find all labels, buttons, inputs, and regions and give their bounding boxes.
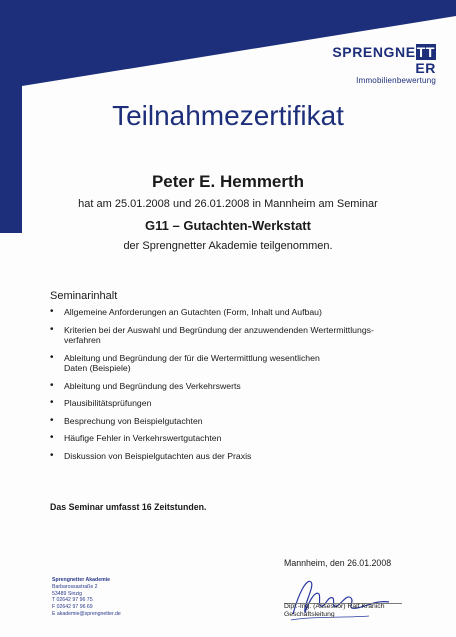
list-item: • Ableitung und Begründung der für die Wertermittlung wesentlichen Daten (Beispiele) [50, 353, 410, 374]
certificate-title: Teilnahmezertifikat [112, 100, 344, 131]
intro-line: hat am 25.01.2008 und 26.01.2008 in Mannheim am Seminar [78, 198, 378, 210]
place-date: Mannheim, den 26.01.2008 [284, 558, 392, 568]
seminar-duration: Das Seminar umfasst 16 Zeitstunden. [50, 502, 207, 512]
topic-list [50, 307, 410, 468]
footer-heading: Sprengnetter Akademie [52, 577, 111, 583]
signer-name: Dipl.-Ing. (Assessor) Ralf Kranich [284, 603, 385, 610]
list-item: • Plausibilitätsprüfungen [50, 398, 410, 409]
participant-name: Peter E. Hemmerth [151, 172, 305, 191]
list-item: • Besprechung von Beispielgutachten [50, 416, 410, 427]
footer-city: 53489 Sinzig [52, 590, 82, 597]
logo-wordmark: SPRENGNETTER [332, 44, 436, 76]
list-item: • Diskussion von Beispielgutachten aus der Praxis [50, 451, 410, 462]
list-item: • Ableitung und Begründung des Verkehrswerts [50, 381, 410, 392]
footer-phone: T 02642 97 96 75 [52, 597, 93, 604]
list-item: • Häufige Fehler in Verkehrswertgutachten [50, 433, 410, 444]
section-heading: Seminarinhalt [50, 290, 118, 302]
list-item: • Kriterien bei der Auswahl und Begründung der anzuwendenden Wertermittlungs- verfahren [50, 325, 410, 346]
signer-block [284, 603, 384, 619]
footer-email: E akademie@sprengnetter.de [52, 610, 121, 617]
footer-fax: F 02642 97 96 69 [52, 604, 93, 611]
logo-subtitle: Immobilienbewertung [356, 76, 436, 85]
academy-address [52, 577, 121, 618]
sprengnetter-logo [318, 44, 436, 85]
seminar-title: G11 – Gutachten-Werkstatt [145, 218, 311, 233]
signer-role: Geschäftsleitung [284, 611, 335, 618]
academy-line: der Sprengnetter Akademie teilgenommen. [123, 240, 333, 252]
footer-street: Barbarossastraße 2 [52, 583, 98, 590]
list-item: • Allgemeine Anforderungen an Gutachten (Form, Inhalt und Aufbau) [50, 307, 410, 318]
